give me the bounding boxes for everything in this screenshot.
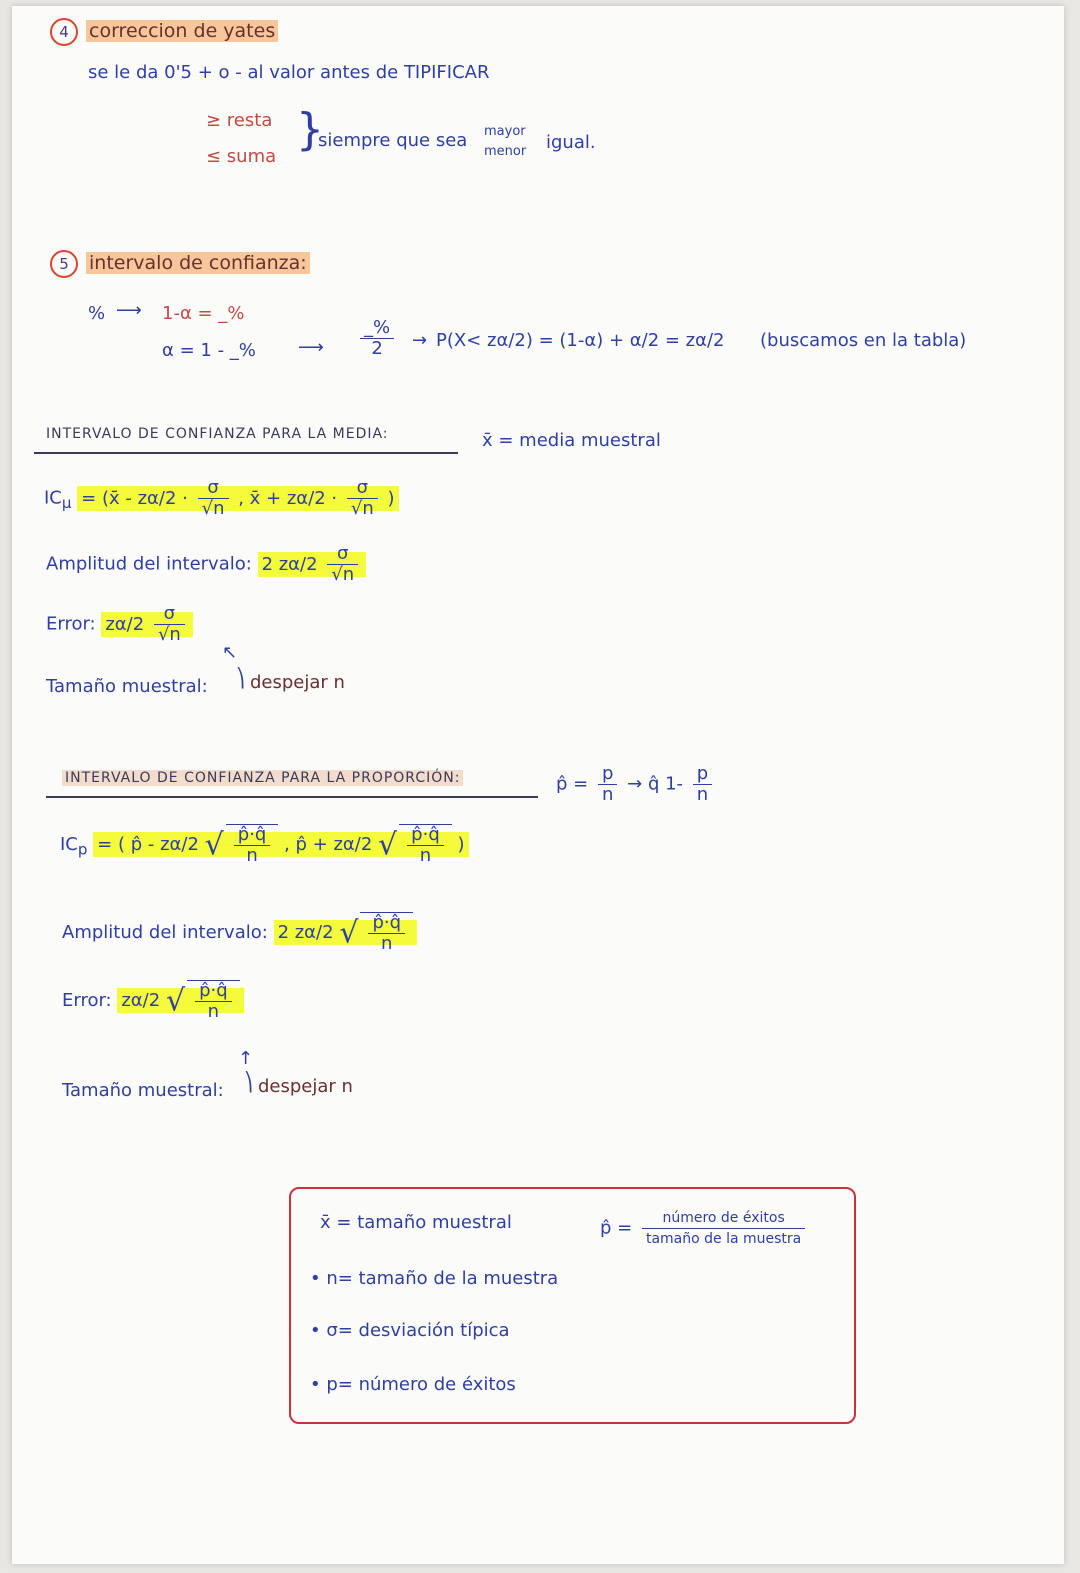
sqrt-icon: √ <box>165 983 186 1019</box>
error-expr: zα/2 <box>121 990 161 1011</box>
error-label: Error: <box>46 613 96 635</box>
p-numerator: p <box>598 764 617 785</box>
section-5-heading <box>50 250 310 278</box>
pq: p̂·q̂ <box>368 913 405 934</box>
alpha-half-fraction <box>356 318 398 359</box>
ic-close: ) <box>387 487 395 509</box>
suma-label: ≤ suma <box>206 146 277 167</box>
n: n <box>246 845 258 866</box>
sigma: σ <box>347 478 378 499</box>
section-number-badge: 5 <box>50 250 78 278</box>
yates-rule-text: se le da 0'5 + o - al valor antes de TIPIFICAR <box>88 62 490 83</box>
sqrt-icon: √ <box>204 827 224 863</box>
one-minus-alpha: 1-α = _% <box>162 303 245 324</box>
sigma: σ <box>154 604 185 625</box>
ic-close: ) <box>457 834 465 855</box>
amplitud-label: Amplitud del intervalo: <box>62 922 268 943</box>
fraction-numerator: _% <box>360 318 394 339</box>
despejar-text: despejar n <box>258 1076 353 1097</box>
n: n <box>381 933 393 954</box>
proporcion-heading <box>62 770 463 786</box>
phat-eq: p̂ = <box>556 773 589 795</box>
p-numerator: p <box>693 764 712 785</box>
arrow-right-icon: ⟶ <box>116 300 142 321</box>
legend-p: • p= número de éxitos <box>310 1374 516 1395</box>
igual-text: igual. <box>546 132 596 153</box>
arrow-up-icon: ↑ <box>238 1048 254 1069</box>
bracket-mark: ⎞ <box>236 668 245 689</box>
proporcion-error-row <box>62 980 244 1022</box>
ic-media-expression <box>77 477 398 519</box>
heading-underline <box>46 796 538 798</box>
siempre-text: siempre que sea <box>318 130 468 151</box>
media-error-row <box>46 604 193 645</box>
ic-mid: , p̂ + zα/2 <box>284 834 373 855</box>
resta-label: ≥ resta <box>206 110 273 131</box>
menor-text: menor <box>484 144 527 159</box>
pq: p̂·q̂ <box>195 981 232 1002</box>
n: n <box>419 845 432 866</box>
sqrt-n: √n <box>157 624 181 645</box>
ic-subscript: μ <box>61 494 72 513</box>
section-title: correccion de yates <box>86 20 278 42</box>
pq: p̂·q̂ <box>407 825 444 846</box>
phat-eq: p̂ = <box>600 1217 633 1239</box>
ic-proporcion-formula <box>60 824 469 866</box>
amplitud-label: Amplitud del intervalo: <box>46 553 252 575</box>
phat-definition <box>556 764 716 805</box>
heading-underline <box>34 452 458 454</box>
section-title: intervalo de confianza: <box>86 252 310 274</box>
despejar-text: despejar n <box>250 672 345 693</box>
sqrt-n: √n <box>350 498 374 519</box>
sqrt-icon: √ <box>378 827 398 863</box>
ic-open: = ( p̂ - zα/2 <box>97 834 199 855</box>
media-amplitud-row <box>46 544 366 585</box>
proporcion-amplitud-row <box>62 912 417 954</box>
section-number-badge: 4 <box>50 18 78 46</box>
arrow-right-icon: → <box>412 330 428 351</box>
n: n <box>207 1001 220 1022</box>
arrow-right-icon: ⟶ <box>298 337 324 358</box>
fraction-denominator: 2 <box>371 338 383 359</box>
mayor-text: mayor <box>484 124 526 139</box>
proporcion-heading-text: INTERVALO DE CONFIANZA PARA LA PROPORCIÓN: <box>62 770 463 786</box>
sqrt-icon: √ <box>339 915 359 951</box>
phat-numerator: número de éxitos <box>642 1208 805 1229</box>
ic-label: IC <box>60 834 78 855</box>
ic-open: = (x̄ - zα/2 · <box>81 487 188 509</box>
tamano-label: Tamaño muestral: <box>46 676 208 697</box>
legend-sigma: • σ= desviación típica <box>310 1320 510 1341</box>
legend-n: • n= tamaño de la muestra <box>310 1268 559 1289</box>
n-denominator: n <box>696 784 709 805</box>
ic-media-formula <box>44 478 399 519</box>
brace: } <box>296 104 324 155</box>
pq: p̂·q̂ <box>234 825 271 846</box>
sqrt-n: √n <box>331 564 355 585</box>
ic-proporcion-expression <box>93 824 468 866</box>
amplitud-expr: 2 zα/2 <box>277 922 334 943</box>
probability-expr: P(X< zα/2) = (1-α) + α/2 = zα/2 <box>436 330 725 351</box>
media-heading: INTERVALO DE CONFIANZA PARA LA MEDIA: <box>46 426 389 442</box>
qhat-eq: → q̂ 1- <box>627 773 684 795</box>
ic-label: IC <box>44 487 62 509</box>
alpha-expr: α = 1 - _% <box>162 340 256 361</box>
ic-mid: , x̄ + zα/2 · <box>238 487 338 509</box>
xbar-definition: x̄ = media muestral <box>482 430 661 451</box>
legend-phat <box>600 1208 809 1249</box>
amplitud-expr: 2 zα/2 <box>261 553 318 575</box>
legend-xbar: x̄ = tamaño muestral <box>320 1212 512 1233</box>
n-denominator: n <box>601 784 614 805</box>
ic-subscript: p <box>77 840 88 859</box>
bracket-mark: ⎞ <box>244 1072 253 1093</box>
amplitud-expression <box>258 543 367 585</box>
amplitud-expression <box>274 912 417 954</box>
table-note: (buscamos en la tabla) <box>760 330 967 351</box>
arrow-up-icon: ↖ <box>222 642 238 663</box>
sqrt-n: √n <box>201 498 225 519</box>
error-label: Error: <box>62 990 112 1011</box>
error-expression <box>117 980 243 1022</box>
percent-symbol: % <box>88 303 106 324</box>
error-expression <box>101 603 192 645</box>
sigma: σ <box>327 544 358 565</box>
sigma: σ <box>198 478 229 499</box>
error-expr: zα/2 <box>105 613 145 635</box>
tamano-label: Tamaño muestral: <box>62 1080 224 1101</box>
section-4-heading <box>50 18 278 46</box>
phat-denominator: tamaño de la muestra <box>645 1231 802 1247</box>
